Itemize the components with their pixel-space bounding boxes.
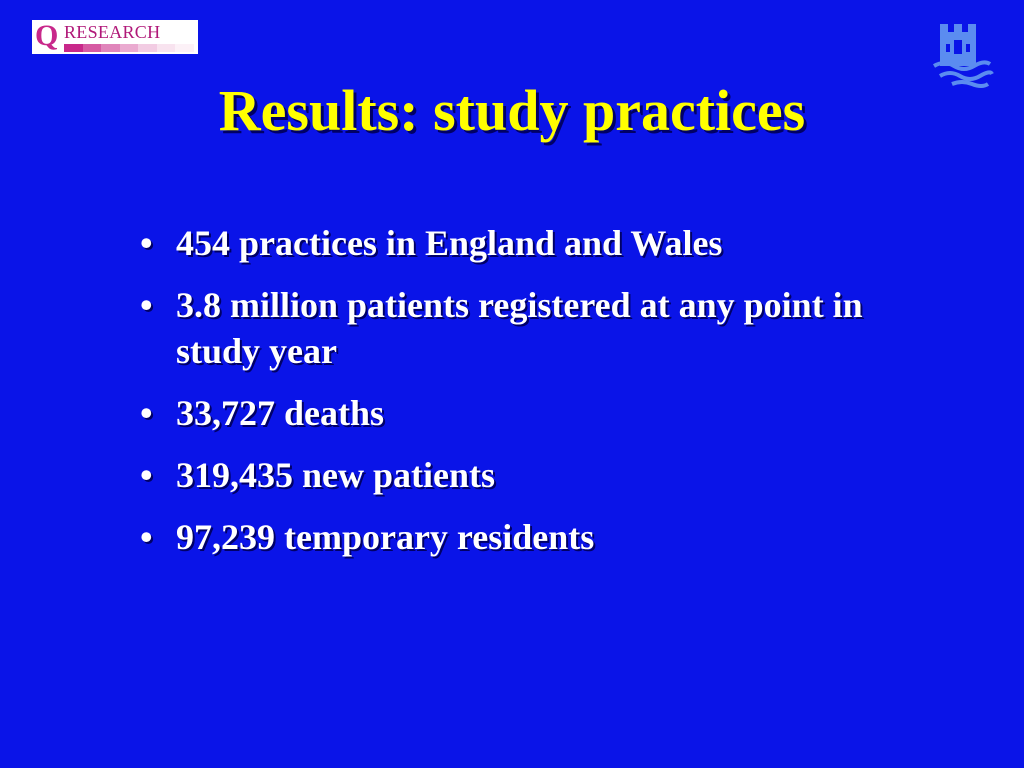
logo-bar xyxy=(157,44,176,52)
bullet-icon: • xyxy=(140,455,153,495)
logo-bar xyxy=(175,44,194,52)
logo-bar xyxy=(83,44,102,52)
logo-bar xyxy=(64,44,83,52)
bullet-text: 319,435 new patients xyxy=(176,455,496,495)
logo-wordmark: RESEARCH xyxy=(64,22,161,42)
bullet-text: 454 practices in England and Wales xyxy=(176,223,723,263)
bullet-icon: • xyxy=(140,393,153,433)
bullet-icon: • xyxy=(140,517,153,557)
bullet-text: 97,239 temporary residents xyxy=(176,517,595,557)
qresearch-logo xyxy=(32,20,198,54)
bullet-text: 3.8 million patients registered at any point in study year xyxy=(176,285,863,371)
list-item xyxy=(140,220,900,266)
logo-q-letter: Q xyxy=(35,19,59,52)
logo-bar xyxy=(101,44,120,52)
bullet-icon: • xyxy=(140,285,153,325)
bullet-text: 33,727 deaths xyxy=(176,393,385,433)
list-item xyxy=(140,514,900,560)
list-item xyxy=(140,390,900,436)
logo-bar xyxy=(120,44,139,52)
bullet-list xyxy=(140,220,900,576)
logo-bar xyxy=(138,44,157,52)
logo-color-bars xyxy=(64,44,194,52)
slide-title: Results: study practices xyxy=(218,78,806,143)
list-item xyxy=(140,282,900,374)
bullet-icon: • xyxy=(140,223,153,263)
list-item xyxy=(140,452,900,498)
